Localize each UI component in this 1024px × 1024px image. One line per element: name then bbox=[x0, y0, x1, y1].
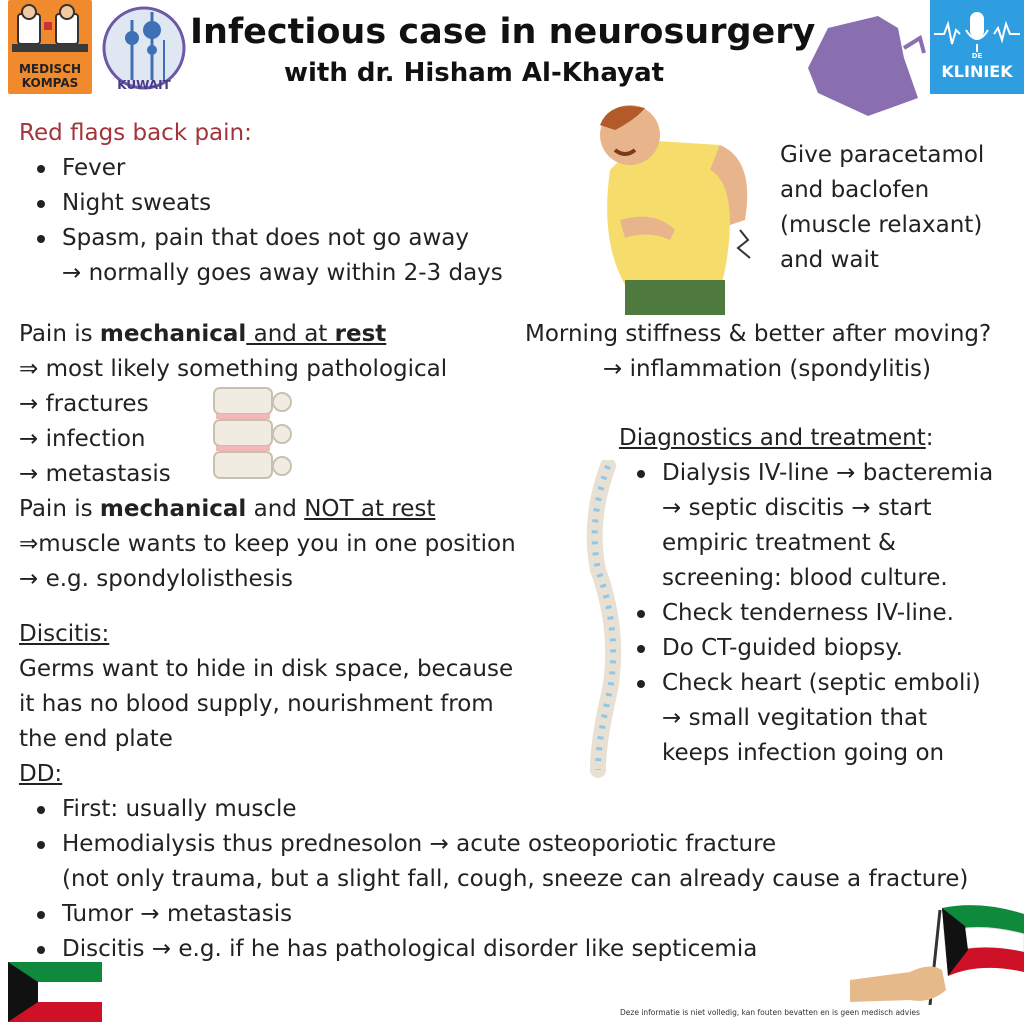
treatment-note-line: Give paracetamol bbox=[780, 142, 985, 168]
text-segment: Pain is bbox=[19, 321, 100, 347]
text-segment: rest bbox=[334, 321, 387, 347]
dd-item: Discitis → e.g. if he has pathological disorder like septicemia bbox=[62, 932, 757, 967]
red-flag-item: Spasm, pain that does not go away bbox=[62, 221, 469, 256]
text-segment: Diagnostics and treatment bbox=[619, 425, 926, 451]
discitis-line: it has no blood supply, nourishment from bbox=[19, 691, 494, 717]
text-segment: Pain is bbox=[19, 496, 100, 522]
diagnostics-line: → septic discitis → start bbox=[662, 495, 932, 521]
dd-item: Tumor → metastasis bbox=[62, 897, 292, 932]
mechanical-rest-heading bbox=[19, 317, 386, 352]
kuwait-map-icon bbox=[808, 8, 928, 118]
spine-icon bbox=[568, 460, 638, 780]
discitis-line: Germs want to hide in disk space, because bbox=[19, 656, 514, 682]
dd-item: First: usually muscle bbox=[62, 792, 297, 827]
dd-item: Hemodialysis thus prednesolon → acute osteoporiotic fracture bbox=[62, 827, 776, 862]
discitis-heading: Discitis: bbox=[19, 621, 110, 647]
diagnostics-item: Do CT-guided biopsy. bbox=[662, 631, 903, 666]
text-segment bbox=[246, 321, 386, 347]
red-flag-subnote: → normally goes away within 2-3 days bbox=[62, 260, 503, 286]
text-segment: mechanical bbox=[99, 496, 247, 522]
dd-subnote: (not only trauma, but a slight fall, cough, sneeze can already cause a fracture) bbox=[62, 866, 969, 892]
kuwait-flag-icon bbox=[8, 962, 102, 1022]
treatment-note-line: and baclofen bbox=[780, 177, 930, 203]
mechanical-not-rest-heading bbox=[19, 492, 435, 527]
mechanical-rest-conclusion: ⇒ most likely something pathological bbox=[19, 356, 448, 382]
dd-heading: DD: bbox=[19, 761, 63, 787]
de-kliniek-logo bbox=[930, 0, 1024, 94]
text-segment: and at bbox=[246, 321, 335, 347]
text-segment: : bbox=[925, 425, 934, 451]
red-flags-heading: Red flags back pain: bbox=[19, 120, 252, 146]
vertebrae-icon bbox=[206, 382, 298, 492]
doctors-illustration-icon bbox=[8, 0, 92, 60]
medisch-logo-text-2: KOMPAS bbox=[21, 76, 79, 90]
kliniek-small-text: DE bbox=[971, 52, 983, 60]
mechanical-rest-item: → infection bbox=[19, 426, 146, 452]
diagnostics-line: → small vegitation that bbox=[662, 705, 928, 731]
diagnostics-item: Check heart (septic emboli) bbox=[662, 666, 981, 701]
mechanical-rest-item: → metastasis bbox=[19, 461, 171, 487]
discitis-line: the end plate bbox=[19, 726, 173, 752]
diagnostics-line: keeps infection going on bbox=[662, 740, 945, 766]
page-subtitle: with dr. Hisham Al-Khayat bbox=[284, 58, 665, 88]
diagnostics-item: Check tenderness IV-line. bbox=[662, 596, 954, 631]
morning-stiffness-line: Morning stiffness & better after moving? bbox=[525, 321, 992, 347]
text-segment: NOT at rest bbox=[304, 496, 436, 522]
text-segment: mechanical bbox=[99, 321, 247, 347]
mechanical-not-rest-conclusion: ⇒muscle wants to keep you in one position bbox=[19, 531, 516, 557]
kuwait-badge-text: KUWAIT bbox=[117, 78, 171, 92]
kuwait-badge-logo bbox=[100, 0, 188, 100]
page-title: Infectious case in neurosurgery bbox=[190, 12, 816, 52]
text-segment: and bbox=[246, 496, 305, 522]
hand-waving-flag-icon bbox=[850, 900, 1024, 1010]
red-flag-item: Night sweats bbox=[62, 186, 211, 221]
diagnostics-heading bbox=[619, 421, 934, 456]
treatment-note-line: and wait bbox=[780, 247, 879, 273]
morning-stiffness-conclusion: → inflammation (spondylitis) bbox=[603, 356, 931, 382]
mechanical-rest-item: → fractures bbox=[19, 391, 149, 417]
mechanical-not-rest-example: → e.g. spondylolisthesis bbox=[19, 566, 294, 592]
disclaimer-text: Deze informatie is niet volledig, kan fouten bevatten en is geen medisch advies bbox=[620, 1008, 920, 1017]
diagnostics-line: screening: blood culture. bbox=[662, 565, 948, 591]
kliniek-logo-text: KLINIEK bbox=[941, 62, 1013, 81]
diagnostics-item: Dialysis IV-line → bacteremia bbox=[662, 456, 993, 491]
medisch-kompas-logo bbox=[8, 0, 92, 94]
treatment-note-line: (muscle relaxant) bbox=[780, 212, 983, 238]
back-pain-man-illustration-icon bbox=[580, 100, 780, 315]
medisch-logo-text-1: MEDISCH bbox=[18, 62, 82, 76]
diagnostics-line: empiric treatment & bbox=[662, 530, 896, 556]
red-flag-item: Fever bbox=[62, 151, 125, 186]
microphone-icon bbox=[930, 0, 1024, 60]
